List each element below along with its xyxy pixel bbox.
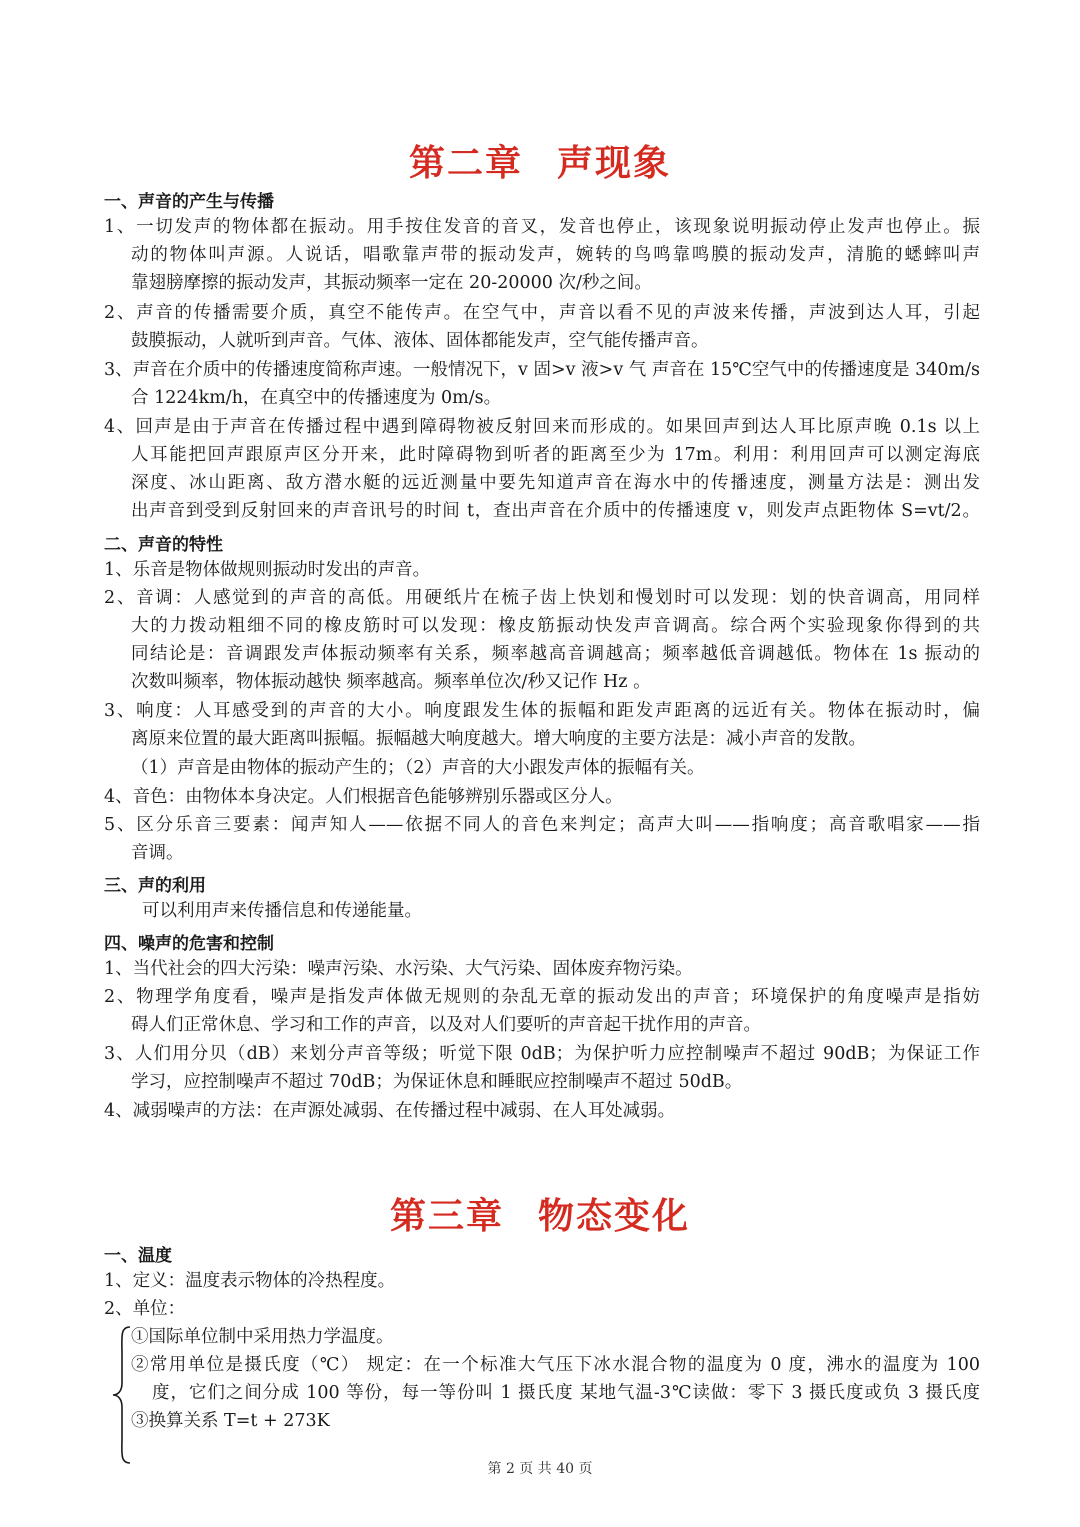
text-line: ①国际单位制中采用热力学温度。 bbox=[131, 1327, 394, 1347]
text-line: 人耳能把回声跟原声区分开来，此时障碍物到听者的距离至少为 17m。利用：利用回声可以测定海底 bbox=[131, 445, 980, 465]
text-line: 2、声音的传播需要介质，真空不能传声。在空气中，声音以看不见的声波来传播，声波到达人耳，引起 bbox=[104, 303, 980, 323]
text-line: 次数叫频率，物体振动越快 频率越高。频率单位次/秒又记作 Hz 。 bbox=[131, 672, 651, 692]
text-line: 靠翅膀摩擦的振动发声，其振动频率一定在 20-20000 次/秒之间。 bbox=[131, 273, 652, 293]
text-line: 1、乐音是物体做规则振动时发出的声音。 bbox=[104, 560, 431, 580]
text-line: 4、减弱噪声的方法：在声源处减弱、在传播过程中减弱、在人耳处减弱。 bbox=[104, 1101, 676, 1121]
page-footer: 第 2 页 共 40 页 bbox=[487, 1461, 593, 1477]
left-brace-icon bbox=[110, 1325, 132, 1465]
text-line: 动的物体叫声源。人说话，唱歌靠声带的振动发声，婉转的鸟鸣靠鸣膜的振动发声，清脆的蟋蟀叫声 bbox=[131, 245, 980, 265]
text-line: 合 1224km/h，在真空中的传播速度为 0m/s。 bbox=[131, 388, 502, 408]
text-line: （1）声音是由物体的振动产生的；（2）声音的大小跟发声体的振幅有关。 bbox=[131, 758, 705, 778]
text-line: 3、声音在介质中的传播速度简称声速。一般情况下，v 固>v 液>v 气 声音在 15℃空气中的传播速度是 340m/s bbox=[104, 360, 980, 380]
text-line: 2、物理学角度看，噪声是指发声体做无规则的杂乱无章的振动发出的声音；环境保护的角度噪声是指妨 bbox=[104, 987, 980, 1007]
text-line: 2、音调：人感觉到的声音的高低。用硬纸片在梳子齿上快划和慢划时可以发现：划的快音调高，用同样 bbox=[104, 588, 980, 608]
text-line: 音调。 bbox=[131, 843, 184, 863]
text-line: 鼓膜振动，人就听到声音。气体、液体、固体都能发声，空气能传播声音。 bbox=[131, 331, 709, 351]
text-line: 同结论是：音调跟发声体振动频率有关系，频率越高音调越高；频率越低音调越低。物体在 1s 振动的 bbox=[131, 644, 980, 664]
section-heading: 一、声音的产生与传播 bbox=[104, 192, 274, 212]
section-heading: 二、声音的特性 bbox=[104, 535, 223, 555]
section-heading: 四、噪声的危害和控制 bbox=[104, 934, 274, 954]
section-heading: 三、声的利用 bbox=[104, 876, 206, 896]
text-line: 离原来位置的最大距离叫振幅。振幅越大响度越大。增大响度的主要方法是：减小声音的发散。 bbox=[131, 729, 866, 749]
chapter-2-title bbox=[0, 135, 1080, 186]
text-line: 大的力拨动粗细不同的橡皮筋时可以发现：橡皮筋振动快发声音调高。综合两个实验现象你得到的共 bbox=[131, 616, 980, 636]
text-line: 2、单位： bbox=[104, 1299, 186, 1319]
section-heading: 一、温度 bbox=[104, 1246, 172, 1266]
text-line: 碍人们正常休息、学习和工作的声音，以及对人们要听的声音起干扰作用的声音。 bbox=[131, 1015, 761, 1035]
text-line: 学习，应控制噪声不超过 70dB；为保证休息和睡眠应控制噪声不超过 50dB。 bbox=[131, 1072, 743, 1092]
text-line: 3、人们用分贝（dB）来划分声音等级；听觉下限 0dB；为保护听力应控制噪声不超过 90dB；为保证工作 bbox=[104, 1044, 980, 1064]
text-line: 4、音色：由物体本身决定。人们根据音色能够辨别乐器或区分人。 bbox=[104, 787, 623, 807]
text-line: 深度、冰山距离、敌方潜水艇的远近测量中要先知道声音在海水中的传播速度，测量方法是：测出发 bbox=[131, 473, 980, 493]
text-line: 4、回声是由于声音在传播过程中遇到障碍物被反射回来而形成的。如果回声到达人耳比原声晚 0.1s 以上 bbox=[104, 417, 980, 437]
text-line: 3、响度：人耳感受到的声音的大小。响度跟发生体的振幅和距发声距离的远近有关。物体在振动时，偏 bbox=[104, 701, 980, 721]
text-line: 1、定义：温度表示物体的冷热程度。 bbox=[104, 1271, 396, 1291]
chapter-number: 第三章 bbox=[389, 1195, 504, 1237]
text-line: 1、一切发声的物体都在振动。用手按住发音的音叉，发音也停止，该现象说明振动停止发声也停止。振 bbox=[104, 217, 980, 237]
chapter-name: 物态变化 bbox=[538, 1195, 691, 1237]
text-line: 5、区分乐音三要素：闻声知人——依据不同人的音色来判定；高声大叫——指响度；高音歌唱家——指 bbox=[104, 815, 980, 835]
text-line: 出声音到受到反射回来的声音讯号的时间 t，查出声音在介质中的传播速度 v，则发声点距物体 S=vt/2。 bbox=[131, 501, 980, 521]
text-line: 1、当代社会的四大污染：噪声污染、水污染、大气污染、固体废弃物污染。 bbox=[104, 959, 693, 979]
text-line: ③换算关系 T=t + 273K bbox=[131, 1411, 330, 1431]
chapter-3-title bbox=[0, 1188, 1080, 1239]
chapter-name: 声现象 bbox=[557, 142, 672, 184]
text-line: 可以利用声来传播信息和传递能量。 bbox=[142, 901, 422, 921]
text-line: ②常用单位是摄氏度（℃） 规定：在一个标准大气压下冰水混合物的温度为 0 度，沸水的温度为 100 bbox=[131, 1355, 980, 1375]
text-line: 度，它们之间分成 100 等份，每一等份叫 1 摄氏度 某地气温-3℃读做：零下 3 摄氏度或负 3 摄氏度 bbox=[152, 1383, 980, 1403]
chapter-number: 第二章 bbox=[408, 142, 523, 184]
